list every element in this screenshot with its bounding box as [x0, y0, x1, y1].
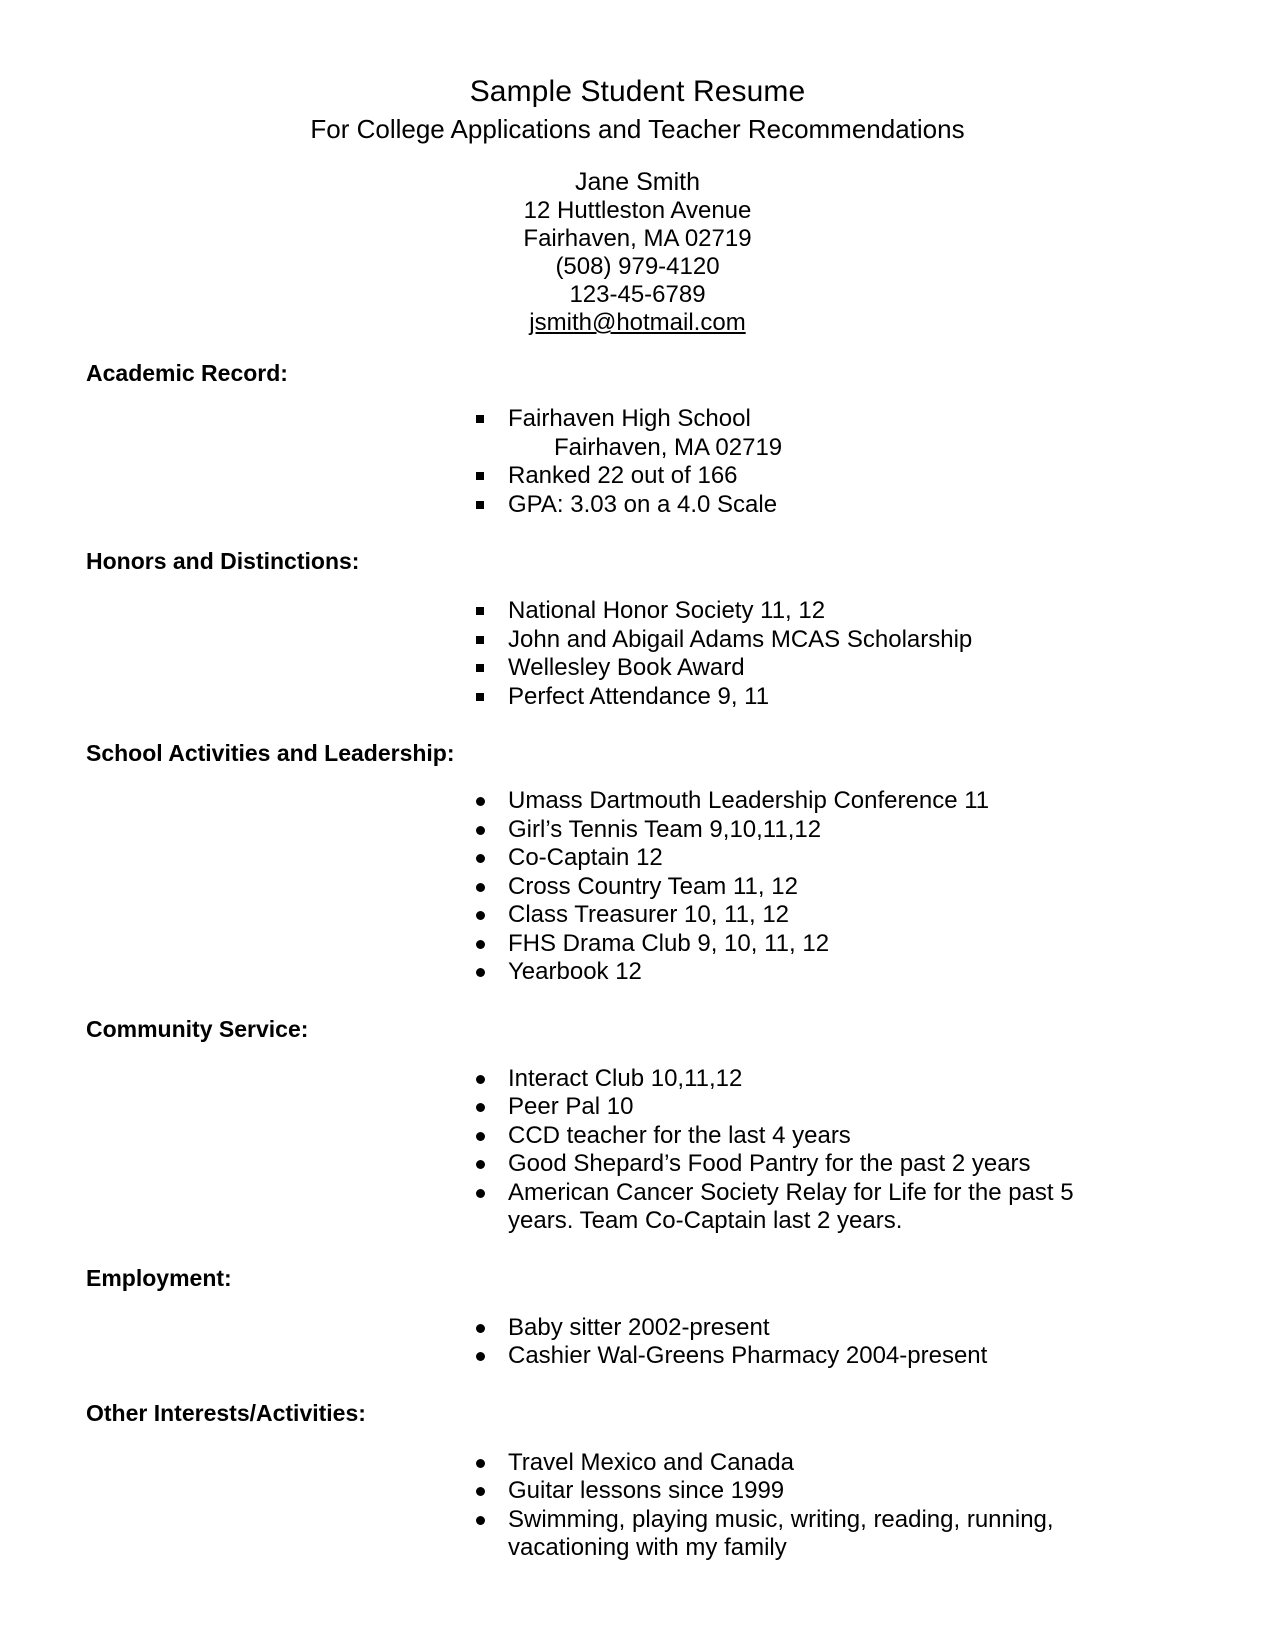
- list-item-text: Baby sitter 2002-present: [508, 1313, 770, 1341]
- list-item: [470, 1477, 1275, 1506]
- list-item-wrapline: vacationing with my family: [508, 1534, 787, 1561]
- contact-street: 12 Huttleston Avenue: [523, 197, 752, 224]
- list-item: [470, 1314, 1275, 1343]
- round-bullet-icon: [476, 1449, 485, 1468]
- list-item: [470, 626, 1275, 655]
- list-item-text: Co-Captain 12: [508, 844, 663, 871]
- resume-section: [0, 359, 1275, 519]
- round-bullet-icon: [476, 1150, 485, 1169]
- section-bullet-list: [0, 1065, 1275, 1236]
- list-item-text: Cross Country Team 11, 12: [508, 872, 798, 900]
- list-item-text: Interact Club 10,11,12: [508, 1064, 743, 1092]
- round-bullet-icon: [476, 930, 485, 949]
- section-bullet-list: [0, 405, 1275, 519]
- list-item: [470, 1122, 1275, 1151]
- list-item-text: Fairhaven High School: [508, 405, 751, 432]
- list-item: [470, 1449, 1275, 1478]
- list-item-text: National Honor Society 11, 12: [508, 597, 826, 624]
- section-heading: Academic Record:: [86, 360, 288, 386]
- list-item-text: Perfect Attendance 9, 11: [508, 682, 770, 710]
- section-heading: Employment:: [86, 1264, 232, 1291]
- list-item: [470, 1342, 1275, 1371]
- list-item: [470, 844, 1275, 873]
- contact-id-number: 123-45-6789: [569, 281, 706, 308]
- section-bullet-list: [0, 787, 1275, 987]
- section-bullet-list: [0, 597, 1275, 711]
- section-bullet-list: [0, 1449, 1275, 1563]
- round-bullet-icon: [476, 901, 485, 920]
- round-bullet-icon: [476, 844, 485, 863]
- list-item-subline: Fairhaven, MA 02719: [554, 433, 783, 461]
- page-title: Sample Student Resume: [469, 75, 806, 108]
- list-item-text: Wellesley Book Award: [508, 654, 745, 681]
- contact-email-link[interactable]: jsmith@hotmail.com: [529, 309, 746, 336]
- list-item-text: Umass Dartmouth Leadership Conference 11: [508, 787, 990, 814]
- list-item-text: Girl’s Tennis Team 9,10,11,12: [508, 815, 822, 843]
- list-item: [470, 462, 1275, 491]
- list-item: [470, 930, 1275, 959]
- square-bullet-icon: [476, 597, 484, 615]
- section-bullet-list: [0, 1314, 1275, 1371]
- resume-sections: [0, 359, 1275, 1563]
- list-item: [470, 1150, 1275, 1179]
- list-item-text: Travel Mexico and Canada: [508, 1448, 794, 1476]
- round-bullet-icon: [476, 1342, 485, 1361]
- square-bullet-icon: [476, 654, 484, 672]
- round-bullet-icon: [476, 816, 485, 835]
- list-item-text: Guitar lessons since 1999: [508, 1477, 785, 1504]
- round-bullet-icon: [476, 787, 485, 806]
- round-bullet-icon: [476, 873, 485, 892]
- contact-name: Jane Smith: [574, 168, 701, 196]
- round-bullet-icon: [476, 1122, 485, 1141]
- list-item-text: Yearbook 12: [508, 958, 642, 985]
- square-bullet-icon: [476, 626, 484, 644]
- list-item: [470, 1179, 1275, 1236]
- square-bullet-icon: [476, 683, 484, 701]
- resume-section: [0, 547, 1275, 711]
- round-bullet-icon: [476, 1065, 485, 1084]
- list-item-text: American Cancer Society Relay for Life for the past 5: [508, 1178, 1074, 1206]
- round-bullet-icon: [476, 1506, 485, 1525]
- list-item-wrapline: years. Team Co-Captain last 2 years.: [508, 1207, 903, 1234]
- list-item-text: FHS Drama Club 9, 10, 11, 12: [508, 929, 830, 957]
- list-item: [470, 958, 1275, 987]
- section-heading: Other Interests/Activities:: [86, 1399, 366, 1426]
- list-item-text: Swimming, playing music, writing, reading, running,: [508, 1505, 1054, 1533]
- list-item: [470, 491, 1275, 520]
- square-bullet-icon: [476, 491, 484, 509]
- list-item: [470, 816, 1275, 845]
- list-item: [470, 873, 1275, 902]
- list-item-text: Ranked 22 out of 166: [508, 462, 738, 489]
- contact-phone: (508) 979-4120: [555, 253, 720, 280]
- list-item-text: Class Treasurer 10, 11, 12: [508, 901, 790, 928]
- list-item: [470, 1506, 1275, 1563]
- list-item-text: GPA: 3.03 on a 4.0 Scale: [508, 490, 778, 518]
- list-item: [470, 683, 1275, 712]
- list-item-text: Cashier Wal-Greens Pharmacy 2004-present: [508, 1342, 988, 1369]
- round-bullet-icon: [476, 1314, 485, 1333]
- round-bullet-icon: [476, 958, 485, 977]
- resume-section: [0, 739, 1275, 987]
- list-item: [470, 901, 1275, 930]
- section-heading: Honors and Distinctions:: [86, 548, 360, 574]
- list-item: [470, 405, 1275, 462]
- list-item-text: CCD teacher for the last 4 years: [508, 1121, 851, 1149]
- list-item: [470, 1065, 1275, 1094]
- section-heading: School Activities and Leadership:: [86, 740, 455, 766]
- section-heading: Community Service:: [86, 1015, 309, 1042]
- round-bullet-icon: [476, 1477, 485, 1496]
- list-item-text: Peer Pal 10: [508, 1093, 634, 1120]
- round-bullet-icon: [476, 1093, 485, 1112]
- contact-city-state-zip: Fairhaven, MA 02719: [523, 225, 752, 252]
- page-subtitle: For College Applications and Teacher Recommendations: [310, 114, 965, 144]
- square-bullet-icon: [476, 462, 484, 480]
- round-bullet-icon: [476, 1179, 485, 1198]
- square-bullet-icon: [476, 405, 484, 423]
- resume-section: [0, 1264, 1275, 1371]
- resume-section: [0, 1399, 1275, 1563]
- list-item-text: Good Shepard’s Food Pantry for the past 2 years: [508, 1150, 1031, 1177]
- list-item-text: John and Abigail Adams MCAS Scholarship: [508, 625, 973, 653]
- list-item: [470, 654, 1275, 683]
- list-item: [470, 597, 1275, 626]
- resume-section: [0, 1015, 1275, 1236]
- contact-block: [0, 146, 1275, 337]
- list-item: [470, 787, 1275, 816]
- list-item: [470, 1093, 1275, 1122]
- document-header: [0, 0, 1275, 337]
